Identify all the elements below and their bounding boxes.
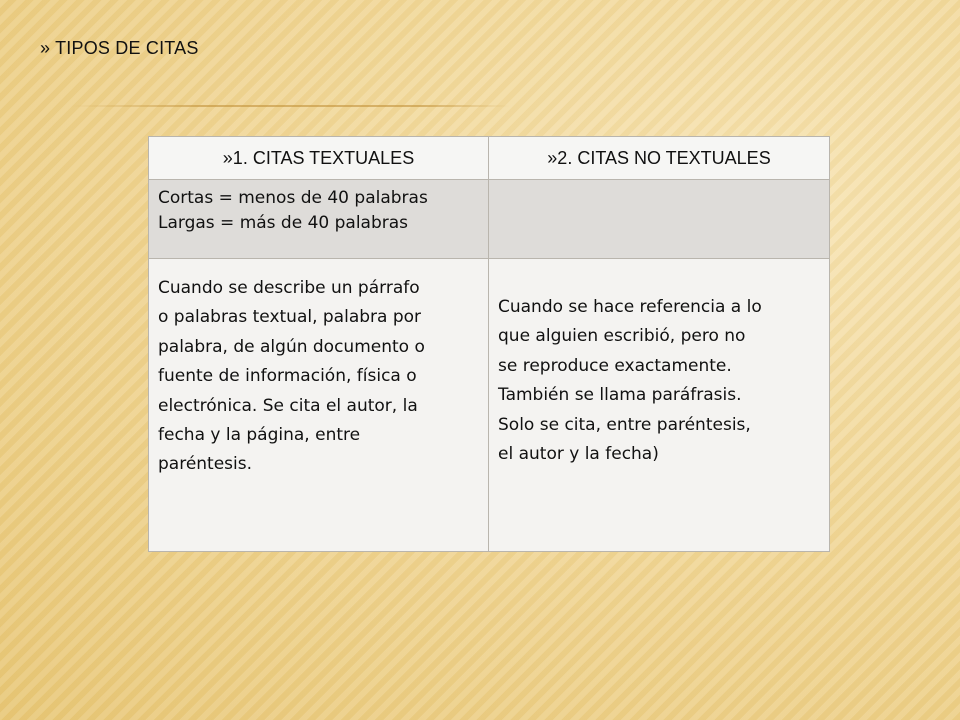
text-line: palabra, de algún documento o xyxy=(158,336,425,357)
text-line: se reproduce exactamente. xyxy=(498,355,732,376)
text-line: el autor y la fecha) xyxy=(498,444,659,465)
title-divider xyxy=(70,105,510,107)
text-line: Largas = más de 40 palabras xyxy=(158,213,409,233)
text-line: que alguien escribió, pero no xyxy=(498,326,746,347)
text-line: paréntesis. xyxy=(158,454,253,475)
cell-length-definition xyxy=(149,180,489,259)
table-header-row xyxy=(149,137,830,180)
text-line: También se llama paráfrasis. xyxy=(498,385,742,406)
table-row-description xyxy=(149,259,830,552)
text-line: electrónica. Se cita el autor, la xyxy=(158,395,418,416)
header-citas-no-textuales: »2. CITAS NO TEXTUALES xyxy=(489,137,830,180)
cell-non-textual-description xyxy=(489,259,830,552)
citas-table xyxy=(148,136,830,552)
cell-empty xyxy=(489,180,830,259)
slide-title: » TIPOS DE CITAS xyxy=(40,38,199,58)
text-line: fecha y la página, entre xyxy=(158,425,361,446)
cell-textual-description xyxy=(149,259,489,552)
text-line: Cuando se describe un párrafo xyxy=(158,278,420,298)
table-row-length xyxy=(149,180,830,259)
text-line: Solo se cita, entre paréntesis, xyxy=(498,414,751,435)
text-line: Cuando se hace referencia a lo xyxy=(498,297,762,317)
text-line: Cortas = menos de 40 palabras xyxy=(158,188,428,208)
text-line: fuente de información, física o xyxy=(158,366,417,387)
text-line: o palabras textual, palabra por xyxy=(158,307,422,328)
header-citas-textuales: »1. CITAS TEXTUALES xyxy=(149,137,489,180)
